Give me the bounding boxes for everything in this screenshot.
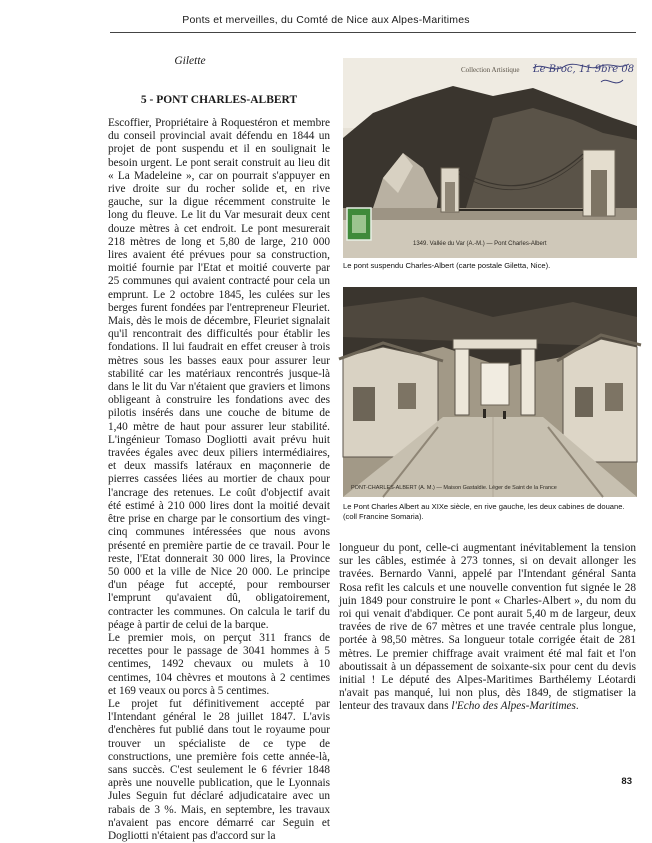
journal-title: l'Echo des Alpes-Maritimes: [451, 700, 576, 713]
customs-cabins-photo: [343, 287, 637, 497]
paragraph: Escoffier, Propriétaire à Roquestéron et membre du conseil provincial avait défendu en 1844 un projet de pont suspendu et il en soulignait le besoin urgent. Le pont serait construit au lieu dit « La Madeleine », car on pourrait s'appuyer en rive droite sur du rocher solide et, en rive gauche, sur la digue récemment construite le long du fleuve. Le lit du Var mesurait deux cent douze mètres à cet endroit. Le pont mesurerait 218 mètres de long et 5,80 de large, 210 000 lires avaient été prévues pour sa construction, moitié fournie par l'Etat et moitié couverte par 25 communes qui avaient contracté pour cela un emprunt. Le 2 octobre 1845, les culées sur les berges furent fondées par l'entrepreneur Fleuriet. Mais, dès le mois de décembre, Fleuriet signalait qu'il rencontrait des difficultés pour établir les fondations. Il lui faudrait en effet creuser à trois mètres sous les basses eaux pour assurer leur stabilité car les matériaux rencontrés jusque-là dans le lit du Var n'étaient que graviers et limons obligeant à construire les fondations avec des pilotis insérés dans une couche de bitume de 1,40 mètre de haut pour assurer leur stabilité. L'ingénieur Tomaso Dogliotti avait prévu huit travées égales avec deux piliers intermédiaires, et deux massifs latéraux en maçonnerie de pierres cassées liées au mortier de chaux pour l'ancrage des retenues. Le coût d'objectif avait été estimé à 210 000 lires dont la moitié devait être prise en charge par le consortium des vingt-cinq communes intéressées que nous avons présenté en première partie de ce travail. Pour le reste, l'Etat donnerait 30 000 lires, la Province 50 000 et la ville de Nice 20 000. Le principe d'un péage fut accepté, pour rembourser l'emprunt qu'avaient dû, obligatoirement, contracter les communes. On calcula le tarif du péage à partir de celui de la barque.: [108, 117, 330, 631]
postcard-printed-caption: 1349. Vallée du Var (A.-M.) — Pont Charles-Albert: [413, 241, 547, 247]
paragraph: [339, 542, 636, 714]
handwritten-note: Le Broc, 11 9bre 08: [533, 64, 635, 75]
stamp-text: Collection Artistique: [461, 66, 520, 74]
postcard-printed-caption: PONT-CHARLES-ALBERT (A. M.) — Maison Gastaldie. Léger de Saint de la France: [351, 485, 557, 491]
postcard-bridge-photo: [343, 58, 637, 258]
header-rule: [110, 32, 636, 33]
photo-caption: Le Pont Charles Albert au XIXe siècle, en rive gauche, les deux cabines de douane. (coll Francine Somaria).: [343, 502, 625, 521]
running-header: Ponts et merveilles, du Comté de Nice aux Alpes-Maritimes: [182, 14, 470, 26]
town-name: Gilette: [174, 55, 206, 67]
paragraph: Le projet fut définitivement accepté par l'Intendant général le 28 juillet 1847. L'avis d'enchères fut publié dans tout le royaume pour trouver un spécialiste de ce type de constructions, une première fois cette année-là, sans succès. C'est seulement le 6 février 1848 après une nouvelle publication, que le Lyonnais Jules Seguin fut déclaré adjudicataire avec un rabais de 3 %. Mais, en septembre, les travaux n'avaient pas encore démarré car Seguin et Dogliotti n'étaient pas d'accord sur la: [108, 697, 330, 842]
page-number: 83: [621, 776, 632, 787]
paragraph-text: longueur du pont, celle-ci augmentant inévitablement la tension sur les câbles, estimée à 273 tonnes, si on devait allonger les travées. Bernardo Vanni, appelé par l'Intendant général Santa Rosa refit les calculs et une nouvelle convention fut signée le 28 juin 1849 pour construire le pont « Charles-Albert », du nom du roi qui venait d'abdiquer. Ce pont aurait 5,40 m de largeur, deux travées de rive de 67 mètres et une travée centrale plus longue, portée à 98,50 mètres. Sa longueur totale corrigée était de 281 mètres. Le premier chiffrage avait vraiment été mal fait et l'on aboutissait à un dépassement de soixante-six pour cent du devis initial ! Le député des Alpes-Maritimes Barthélemy Léotardi n'avait pas manqué, lui non plus, dès 1849, de stigmatiser la lenteur des travaux dans: [339, 542, 636, 713]
text-column-left: [108, 117, 330, 842]
section-title: 5 - PONT CHARLES-ALBERT: [140, 94, 298, 106]
photo-caption: Le pont suspendu Charles-Albert (carte postale Giletta, Nice).: [343, 261, 551, 270]
paragraph: Le premier mois, on perçut 311 francs de recettes pour le passage de 3041 hommes à 5 centimes, 1492 chevaux ou mulets à 10 centimes, 104 chèvres et moutons à 2 centimes et 169 veaux ou porcs à 5 centimes.: [108, 631, 330, 697]
text-column-right: [339, 542, 636, 772]
paragraph-end: .: [575, 700, 579, 713]
